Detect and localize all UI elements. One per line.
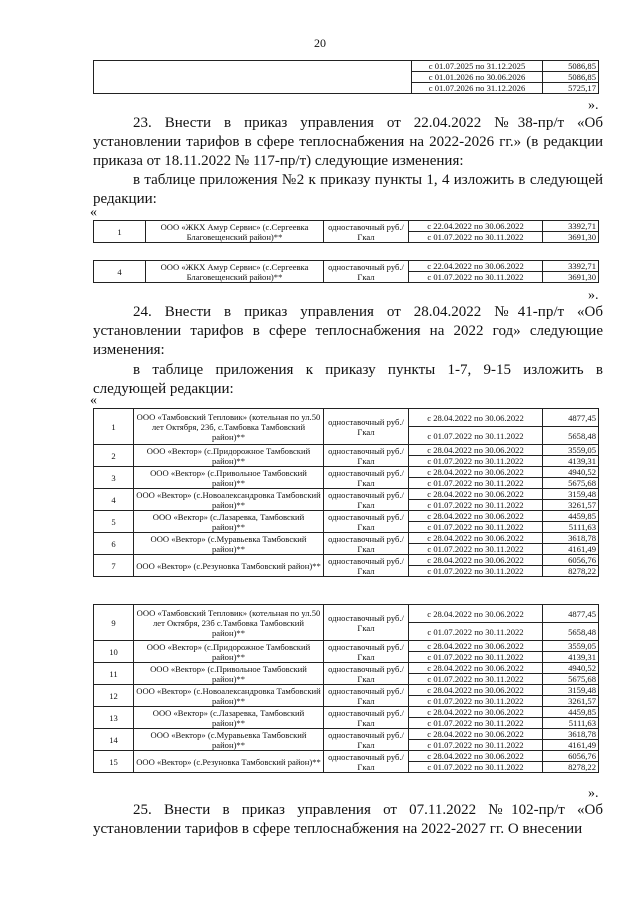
paragraph-23: 23. Внести в приказ управления от 22.04.2022 №38-пр/т «Об установлении тарифов в сфере теплоснабжения на 2022-2026 гг.» (в редакции приказа от 18.11.2022 № 117-пр/т) следующие изменения: — [93, 115, 603, 169]
paragraph-24: 24. Внести в приказ управления от 28.04.2022 №41-пр/т «Об установлении тарифов в сфере теплоснабжения на 2022 год» следующие изменения: — [93, 304, 603, 358]
period-cell: с 01.07.2022 по 30.11.2022 — [409, 478, 543, 489]
period-cell: с 01.07.2022 по 30.11.2022 — [409, 522, 543, 533]
table-row — [94, 707, 599, 718]
organization-name-cell: ООО «Вектор» (с.Лазаревка, Тамбовский район)** — [134, 511, 324, 533]
value-cell: 5111,63 — [543, 718, 599, 729]
tariff-type-cell: одноставочный руб./Гкал — [324, 685, 409, 707]
organization-name-cell: ООО «ЖКХ Амур Сервис» (с.Сергеевка Благовещенский район)** — [146, 261, 324, 283]
table-row — [94, 663, 599, 674]
value-cell: 3691,30 — [543, 272, 599, 283]
period-cell: с 01.07.2022 по 30.11.2022 — [409, 674, 543, 685]
value-cell: 4877,45 — [543, 605, 599, 623]
tariff-type-cell: одноставочный руб./Гкал — [324, 511, 409, 533]
period-cell: с 01.07.2022 по 30.11.2022 — [409, 696, 543, 707]
value-cell: 3559,05 — [543, 445, 599, 456]
page-number: 20 — [314, 36, 326, 50]
value-cell: 4877,45 — [543, 409, 599, 427]
value-cell: 3392,71 — [543, 221, 599, 232]
period-cell: с 01.07.2022 по 30.11.2022 — [409, 740, 543, 751]
value-cell: 3691,30 — [543, 232, 599, 243]
value-cell: 6056,76 — [543, 555, 599, 566]
paragraph-25: 25. Внести в приказ управления от 07.11.2022 №102-пр/т «Об установлении тарифов в сфере теплоснабжения на 2022-2027 гг. О внесении — [93, 802, 603, 837]
item-number-cell: 12 — [94, 685, 134, 707]
opening-quote: « — [90, 205, 97, 220]
period-cell: с 01.07.2022 по 30.11.2022 — [409, 500, 543, 511]
period-cell: с 28.04.2022 по 30.06.2022 — [409, 555, 543, 566]
item-number-cell: 7 — [94, 555, 134, 577]
tariff-type-cell: одноставочный руб./Гкал — [324, 445, 409, 467]
item-number-cell: 1 — [94, 221, 146, 243]
item-number-cell: 4 — [94, 261, 146, 283]
tariff-type-cell: одноставочный руб./Гкал — [324, 751, 409, 773]
period-cell: с 28.04.2022 по 30.06.2022 — [409, 707, 543, 718]
value-cell: 5086,85 — [543, 61, 599, 72]
closing-quote: ». — [588, 288, 599, 303]
tariff-type-cell: одноставочный руб./Гкал — [324, 663, 409, 685]
organization-name-cell: ООО «Вектор» (с.Новоалександровка Тамбовский район)** — [134, 489, 324, 511]
opening-quote: « — [90, 393, 97, 408]
tariff-type-cell: одноставочный руб./Гкал — [324, 261, 409, 283]
item-number-cell: 15 — [94, 751, 134, 773]
tariff-type-cell: одноставочный руб./Гкал — [324, 707, 409, 729]
item-number-cell: 2 — [94, 445, 134, 467]
value-cell: 3618,78 — [543, 533, 599, 544]
period-cell: с 22.04.2022 по 30.06.2022 — [409, 261, 543, 272]
table-row — [94, 467, 599, 478]
organization-name-cell: ООО «Тамбовский Тепловик» (котельная по ул.50 лет Октября, 23б, с.Тамбовка Тамбовский район)** — [134, 409, 324, 445]
tariff-table-continuation — [93, 60, 599, 94]
value-cell: 5675,68 — [543, 674, 599, 685]
organization-name-cell: ООО «Вектор» (с.Придорожное Тамбовский район)** — [134, 445, 324, 467]
value-cell: 3159,48 — [543, 489, 599, 500]
period-cell: с 28.04.2022 по 30.06.2022 — [409, 751, 543, 762]
table-row — [94, 685, 599, 696]
period-cell: с 01.07.2022 по 30.11.2022 — [409, 718, 543, 729]
organization-name-cell: ООО «Вектор» (с.Привольное Тамбовский район)** — [134, 663, 324, 685]
value-cell: 4139,31 — [543, 456, 599, 467]
period-cell: с 28.04.2022 по 30.06.2022 — [409, 685, 543, 696]
period-cell: с 01.07.2022 по 30.11.2022 — [409, 566, 543, 577]
period-cell: с 28.04.2022 по 30.06.2022 — [409, 511, 543, 522]
value-cell: 8278,22 — [543, 762, 599, 773]
organization-name-cell: ООО «Вектор» (с.Муравьевка Тамбовский район)** — [134, 533, 324, 555]
period-cell: с 01.07.2022 по 30.11.2022 — [409, 544, 543, 555]
value-cell: 6056,76 — [543, 751, 599, 762]
period-cell: с 28.04.2022 по 30.06.2022 — [409, 489, 543, 500]
period-cell: с 28.04.2022 по 30.06.2022 — [409, 467, 543, 478]
period-cell: с 28.04.2022 по 30.06.2022 — [409, 663, 543, 674]
item-number-cell: 4 — [94, 489, 134, 511]
period-cell: с 28.04.2022 по 30.06.2022 — [409, 729, 543, 740]
item-number-cell: 11 — [94, 663, 134, 685]
table-row — [94, 641, 599, 652]
value-cell: 4161,49 — [543, 740, 599, 751]
period-cell: с 01.07.2022 по 30.11.2022 — [409, 652, 543, 663]
organization-name-cell: ООО «Вектор» (с.Лазаревка, Тамбовский район)** — [134, 707, 324, 729]
item-number-cell: 10 — [94, 641, 134, 663]
value-cell: 3559,05 — [543, 641, 599, 652]
item-number-cell: 1 — [94, 409, 134, 445]
item-number-cell: 6 — [94, 533, 134, 555]
period-cell: с 01.07.2025 по 31.12.2025 — [412, 61, 543, 72]
value-cell: 4940,52 — [543, 467, 599, 478]
table-row — [94, 751, 599, 762]
table-row — [94, 489, 599, 500]
tariff-table-24-part-1 — [93, 408, 599, 577]
item-number-cell: 14 — [94, 729, 134, 751]
table-row — [94, 605, 599, 623]
item-number-cell: 3 — [94, 467, 134, 489]
table-row — [94, 409, 599, 427]
organization-name-cell: ООО «Вектор» (с.Привольное Тамбовский район)** — [134, 467, 324, 489]
organization-name-cell: ООО «Вектор» (с.Резуновка Тамбовский район)** — [134, 751, 324, 773]
value-cell: 3159,48 — [543, 685, 599, 696]
table-row — [94, 445, 599, 456]
period-cell: с 01.07.2022 по 30.11.2022 — [409, 272, 543, 283]
closing-quote: ». — [588, 98, 599, 113]
period-cell: с 28.04.2022 по 30.06.2022 — [409, 409, 543, 427]
tariff-type-cell: одноставочный руб./Гкал — [324, 605, 409, 641]
item-number-cell: 5 — [94, 511, 134, 533]
tariff-table-23-item-1 — [93, 220, 599, 243]
value-cell: 3261,57 — [543, 696, 599, 707]
tariff-type-cell: одноставочный руб./Гкал — [324, 641, 409, 663]
value-cell: 3261,57 — [543, 500, 599, 511]
period-cell: с 01.01.2026 по 30.06.2026 — [412, 72, 543, 83]
period-cell: с 01.07.2022 по 30.11.2022 — [409, 762, 543, 773]
paragraph-23-detail: в таблице приложения №2 к приказу пункты 1, 4 изложить в следующей редакции: — [93, 172, 603, 207]
organization-name-cell: ООО «Тамбовский Тепловик» (котельная по ул.50 лет Октября, 23б с.Тамбовка Тамбовский район)** — [134, 605, 324, 641]
organization-name-cell: ООО «Вектор» (с.Новоалександровка Тамбовский район)** — [134, 685, 324, 707]
organization-name-cell: ООО «Вектор» (с.Муравьевка Тамбовский район)** — [134, 729, 324, 751]
tariff-type-cell: одноставочный руб./Гкал — [324, 729, 409, 751]
period-cell: с 01.07.2026 по 31.12.2026 — [412, 83, 543, 94]
value-cell: 4459,85 — [543, 707, 599, 718]
value-cell: 4940,52 — [543, 663, 599, 674]
value-cell: 8278,22 — [543, 566, 599, 577]
period-cell: с 28.04.2022 по 30.06.2022 — [409, 641, 543, 652]
value-cell: 4459,85 — [543, 511, 599, 522]
period-cell: с 28.04.2022 по 30.06.2022 — [409, 445, 543, 456]
period-cell: с 01.07.2022 по 30.11.2022 — [409, 427, 543, 445]
tariff-table-24-part-2 — [93, 604, 599, 773]
value-cell: 5658,48 — [543, 427, 599, 445]
period-cell: с 01.07.2022 по 30.11.2022 — [409, 232, 543, 243]
table-row — [94, 221, 599, 232]
organization-name-cell: ООО «Вектор» (с.Придорожное Тамбовский район)** — [134, 641, 324, 663]
period-cell: с 22.04.2022 по 30.06.2022 — [409, 221, 543, 232]
tariff-table-23-item-4 — [93, 260, 599, 283]
value-cell: 4139,31 — [543, 652, 599, 663]
tariff-type-cell: одноставочный руб./Гкал — [324, 489, 409, 511]
value-cell: 3618,78 — [543, 729, 599, 740]
value-cell: 5658,48 — [543, 623, 599, 641]
organization-name-cell: ООО «ЖКХ Амур Сервис» (с.Сергеевка Благовещенский район)** — [146, 221, 324, 243]
item-number-cell: 9 — [94, 605, 134, 641]
period-cell: с 01.07.2022 по 30.11.2022 — [409, 456, 543, 467]
tariff-type-cell: одноставочный руб./Гкал — [324, 221, 409, 243]
value-cell: 4161,49 — [543, 544, 599, 555]
period-cell: с 01.07.2022 по 30.11.2022 — [409, 623, 543, 641]
table-row — [94, 729, 599, 740]
table-row — [94, 555, 599, 566]
value-cell: 5725,17 — [543, 83, 599, 94]
table-row — [94, 533, 599, 544]
value-cell: 5111,63 — [543, 522, 599, 533]
tariff-type-cell: одноставочный руб./Гкал — [324, 555, 409, 577]
tariff-type-cell: одноставочный руб./Гкал — [324, 533, 409, 555]
closing-quote: ». — [588, 786, 599, 801]
tariff-type-cell: одноставочный руб./Гкал — [324, 467, 409, 489]
table-row — [94, 261, 599, 272]
period-cell: с 28.04.2022 по 30.06.2022 — [409, 533, 543, 544]
paragraph-24-detail: в таблице приложения к приказу пункты 1-7, 9-15 изложить в следующей редакции: — [93, 362, 603, 397]
period-cell: с 28.04.2022 по 30.06.2022 — [409, 605, 543, 623]
tariff-type-cell: одноставочный руб./Гкал — [324, 409, 409, 445]
value-cell: 3392,71 — [543, 261, 599, 272]
empty-cell — [94, 61, 412, 94]
value-cell: 5675,68 — [543, 478, 599, 489]
table-row — [94, 511, 599, 522]
value-cell: 5086,85 — [543, 72, 599, 83]
item-number-cell: 13 — [94, 707, 134, 729]
organization-name-cell: ООО «Вектор» (с.Резуновка Тамбовский район)** — [134, 555, 324, 577]
